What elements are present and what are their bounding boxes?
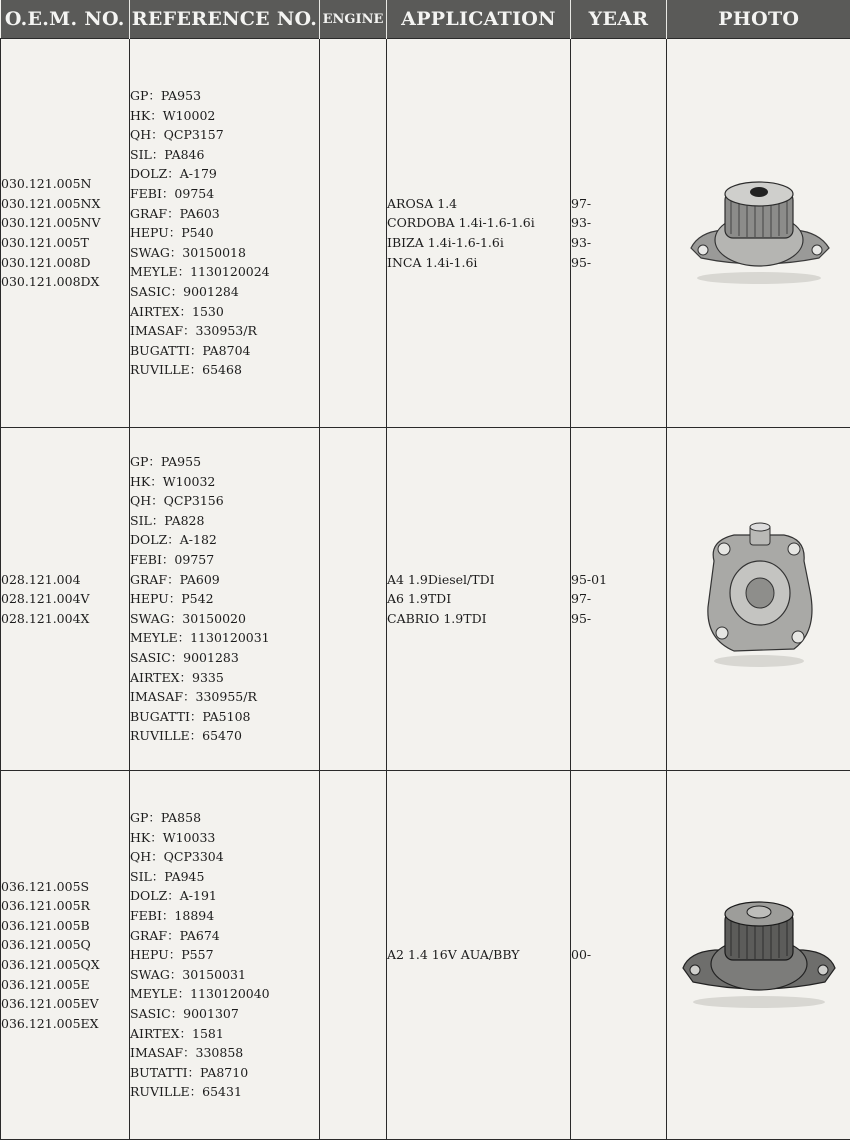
reference-number: SIL：PA945 — [130, 867, 319, 887]
reference-number: SASIC：9001284 — [130, 282, 319, 302]
reference-number: HK：W10032 — [130, 472, 319, 492]
application-cell — [387, 39, 571, 428]
oem-number: 036.121.005QX — [1, 955, 129, 975]
oem-number: 030.121.008D — [1, 253, 129, 273]
oem-cell — [1, 39, 130, 428]
oem-header: O.E.M. NO. — [1, 0, 130, 39]
reference-number: SIL：PA846 — [130, 145, 319, 165]
oem-number: 030.121.005T — [1, 233, 129, 253]
reference-number: SWAG：30150031 — [130, 965, 319, 985]
oem-cell — [1, 428, 130, 771]
reference-number: GP：PA858 — [130, 808, 319, 828]
water-pump-icon — [679, 170, 839, 290]
table-row — [1, 39, 850, 428]
year-cell — [571, 771, 667, 1140]
year-entry: 97- — [571, 194, 666, 214]
reference-number: FEBI：18894 — [130, 906, 319, 926]
oem-number: 030.121.005N — [1, 174, 129, 194]
year-entry: 00- — [571, 945, 666, 965]
reference-number: MEYLE：1130120024 — [130, 262, 319, 282]
application-entry: CABRIO 1.9TDI — [387, 609, 570, 629]
oem-number: 036.121.005EX — [1, 1014, 129, 1034]
reference-number: BUGATTI：PA5108 — [130, 707, 319, 727]
reference-number: MEYLE：1130120040 — [130, 984, 319, 1004]
year-entry: 95- — [571, 609, 666, 629]
oem-number: 036.121.005E — [1, 975, 129, 995]
reference-number: QH：QCP3156 — [130, 491, 319, 511]
year-entry: 97- — [571, 589, 666, 609]
reference-number: RUVILLE：65470 — [130, 726, 319, 746]
application-entry: CORDOBA 1.4i-1.6-1.6i — [387, 213, 570, 233]
oem-number: 028.121.004X — [1, 609, 129, 629]
reference-header: REFERENCE NO. — [130, 0, 320, 39]
reference-number: GRAF：PA603 — [130, 204, 319, 224]
header-row — [1, 0, 850, 39]
reference-number: GRAF：PA674 — [130, 926, 319, 946]
reference-number: RUVILLE：65431 — [130, 1082, 319, 1102]
reference-number: MEYLE：1130120031 — [130, 628, 319, 648]
reference-number: BUGATTI：PA8704 — [130, 341, 319, 361]
oem-number: 030.121.008DX — [1, 272, 129, 292]
oem-cell — [1, 771, 130, 1140]
oem-number: 030.121.005NV — [1, 213, 129, 233]
photo-cell — [667, 428, 850, 771]
reference-number: FEBI：09754 — [130, 184, 319, 204]
application-entry: IBIZA 1.4i-1.6-1.6i — [387, 233, 570, 253]
reference-number: QH：QCP3157 — [130, 125, 319, 145]
application-entry: A6 1.9TDI — [387, 589, 570, 609]
application-entry: AROSA 1.4 — [387, 194, 570, 214]
reference-number: GRAF：PA609 — [130, 570, 319, 590]
oem-number: 036.121.005Q — [1, 935, 129, 955]
engine-cell — [320, 39, 387, 428]
year-cell — [571, 428, 667, 771]
reference-number: GP：PA953 — [130, 86, 319, 106]
reference-number: AIRTEX：1581 — [130, 1024, 319, 1044]
engine-cell — [320, 428, 387, 771]
reference-number: GP：PA955 — [130, 452, 319, 472]
year-entry: 93- — [571, 213, 666, 233]
reference-number: DOLZ：A-191 — [130, 886, 319, 906]
oem-number: 036.121.005R — [1, 896, 129, 916]
oem-number: 030.121.005NX — [1, 194, 129, 214]
year-entry: 95- — [571, 253, 666, 273]
reference-number: IMASAF：330858 — [130, 1043, 319, 1063]
oem-number: 028.121.004V — [1, 589, 129, 609]
year-entry: 93- — [571, 233, 666, 253]
engine-header: ENGINE — [320, 0, 387, 39]
reference-number: SASIC：9001307 — [130, 1004, 319, 1024]
table-row — [1, 428, 850, 771]
application-entry: A2 1.4 16V AUA/BBY — [387, 945, 570, 965]
reference-cell — [130, 428, 320, 771]
water-pump-icon — [675, 892, 843, 1012]
reference-number: HEPU：P540 — [130, 223, 319, 243]
water-pump-icon — [694, 521, 824, 671]
reference-number: DOLZ：A-182 — [130, 530, 319, 550]
reference-cell — [130, 771, 320, 1140]
reference-number: BUTATTI：PA8710 — [130, 1063, 319, 1083]
oem-number: 036.121.005EV — [1, 994, 129, 1014]
reference-number: SWAG：30150018 — [130, 243, 319, 263]
year-entry: 95-01 — [571, 570, 666, 590]
reference-number: FEBI：09757 — [130, 550, 319, 570]
reference-number: IMASAF：330955/R — [130, 687, 319, 707]
reference-number: SASIC：9001283 — [130, 648, 319, 668]
reference-number: RUVILLE：65468 — [130, 360, 319, 380]
oem-number: 036.121.005S — [1, 877, 129, 897]
reference-number: HEPU：P557 — [130, 945, 319, 965]
reference-number: HK：W10033 — [130, 828, 319, 848]
oem-number: 036.121.005B — [1, 916, 129, 936]
reference-number: AIRTEX：9335 — [130, 668, 319, 688]
reference-cell — [130, 39, 320, 428]
reference-number: IMASAF：330953/R — [130, 321, 319, 341]
photo-header: PHOTO — [667, 0, 850, 39]
reference-number: QH：QCP3304 — [130, 847, 319, 867]
application-entry: A4 1.9Diesel/TDI — [387, 570, 570, 590]
year-header: YEAR — [571, 0, 667, 39]
reference-number: AIRTEX：1530 — [130, 302, 319, 322]
photo-cell — [667, 771, 850, 1140]
table-row — [1, 771, 850, 1140]
photo-cell — [667, 39, 850, 428]
engine-cell — [320, 771, 387, 1140]
reference-number: SIL：PA828 — [130, 511, 319, 531]
application-entry: INCA 1.4i-1.6i — [387, 253, 570, 273]
oem-number: 028.121.004 — [1, 570, 129, 590]
application-cell — [387, 428, 571, 771]
reference-number: DOLZ：A-179 — [130, 164, 319, 184]
reference-number: HK：W10002 — [130, 106, 319, 126]
year-cell — [571, 39, 667, 428]
application-cell — [387, 771, 571, 1140]
application-header: APPLICATION — [387, 0, 571, 39]
reference-number: SWAG：30150020 — [130, 609, 319, 629]
reference-number: HEPU：P542 — [130, 589, 319, 609]
